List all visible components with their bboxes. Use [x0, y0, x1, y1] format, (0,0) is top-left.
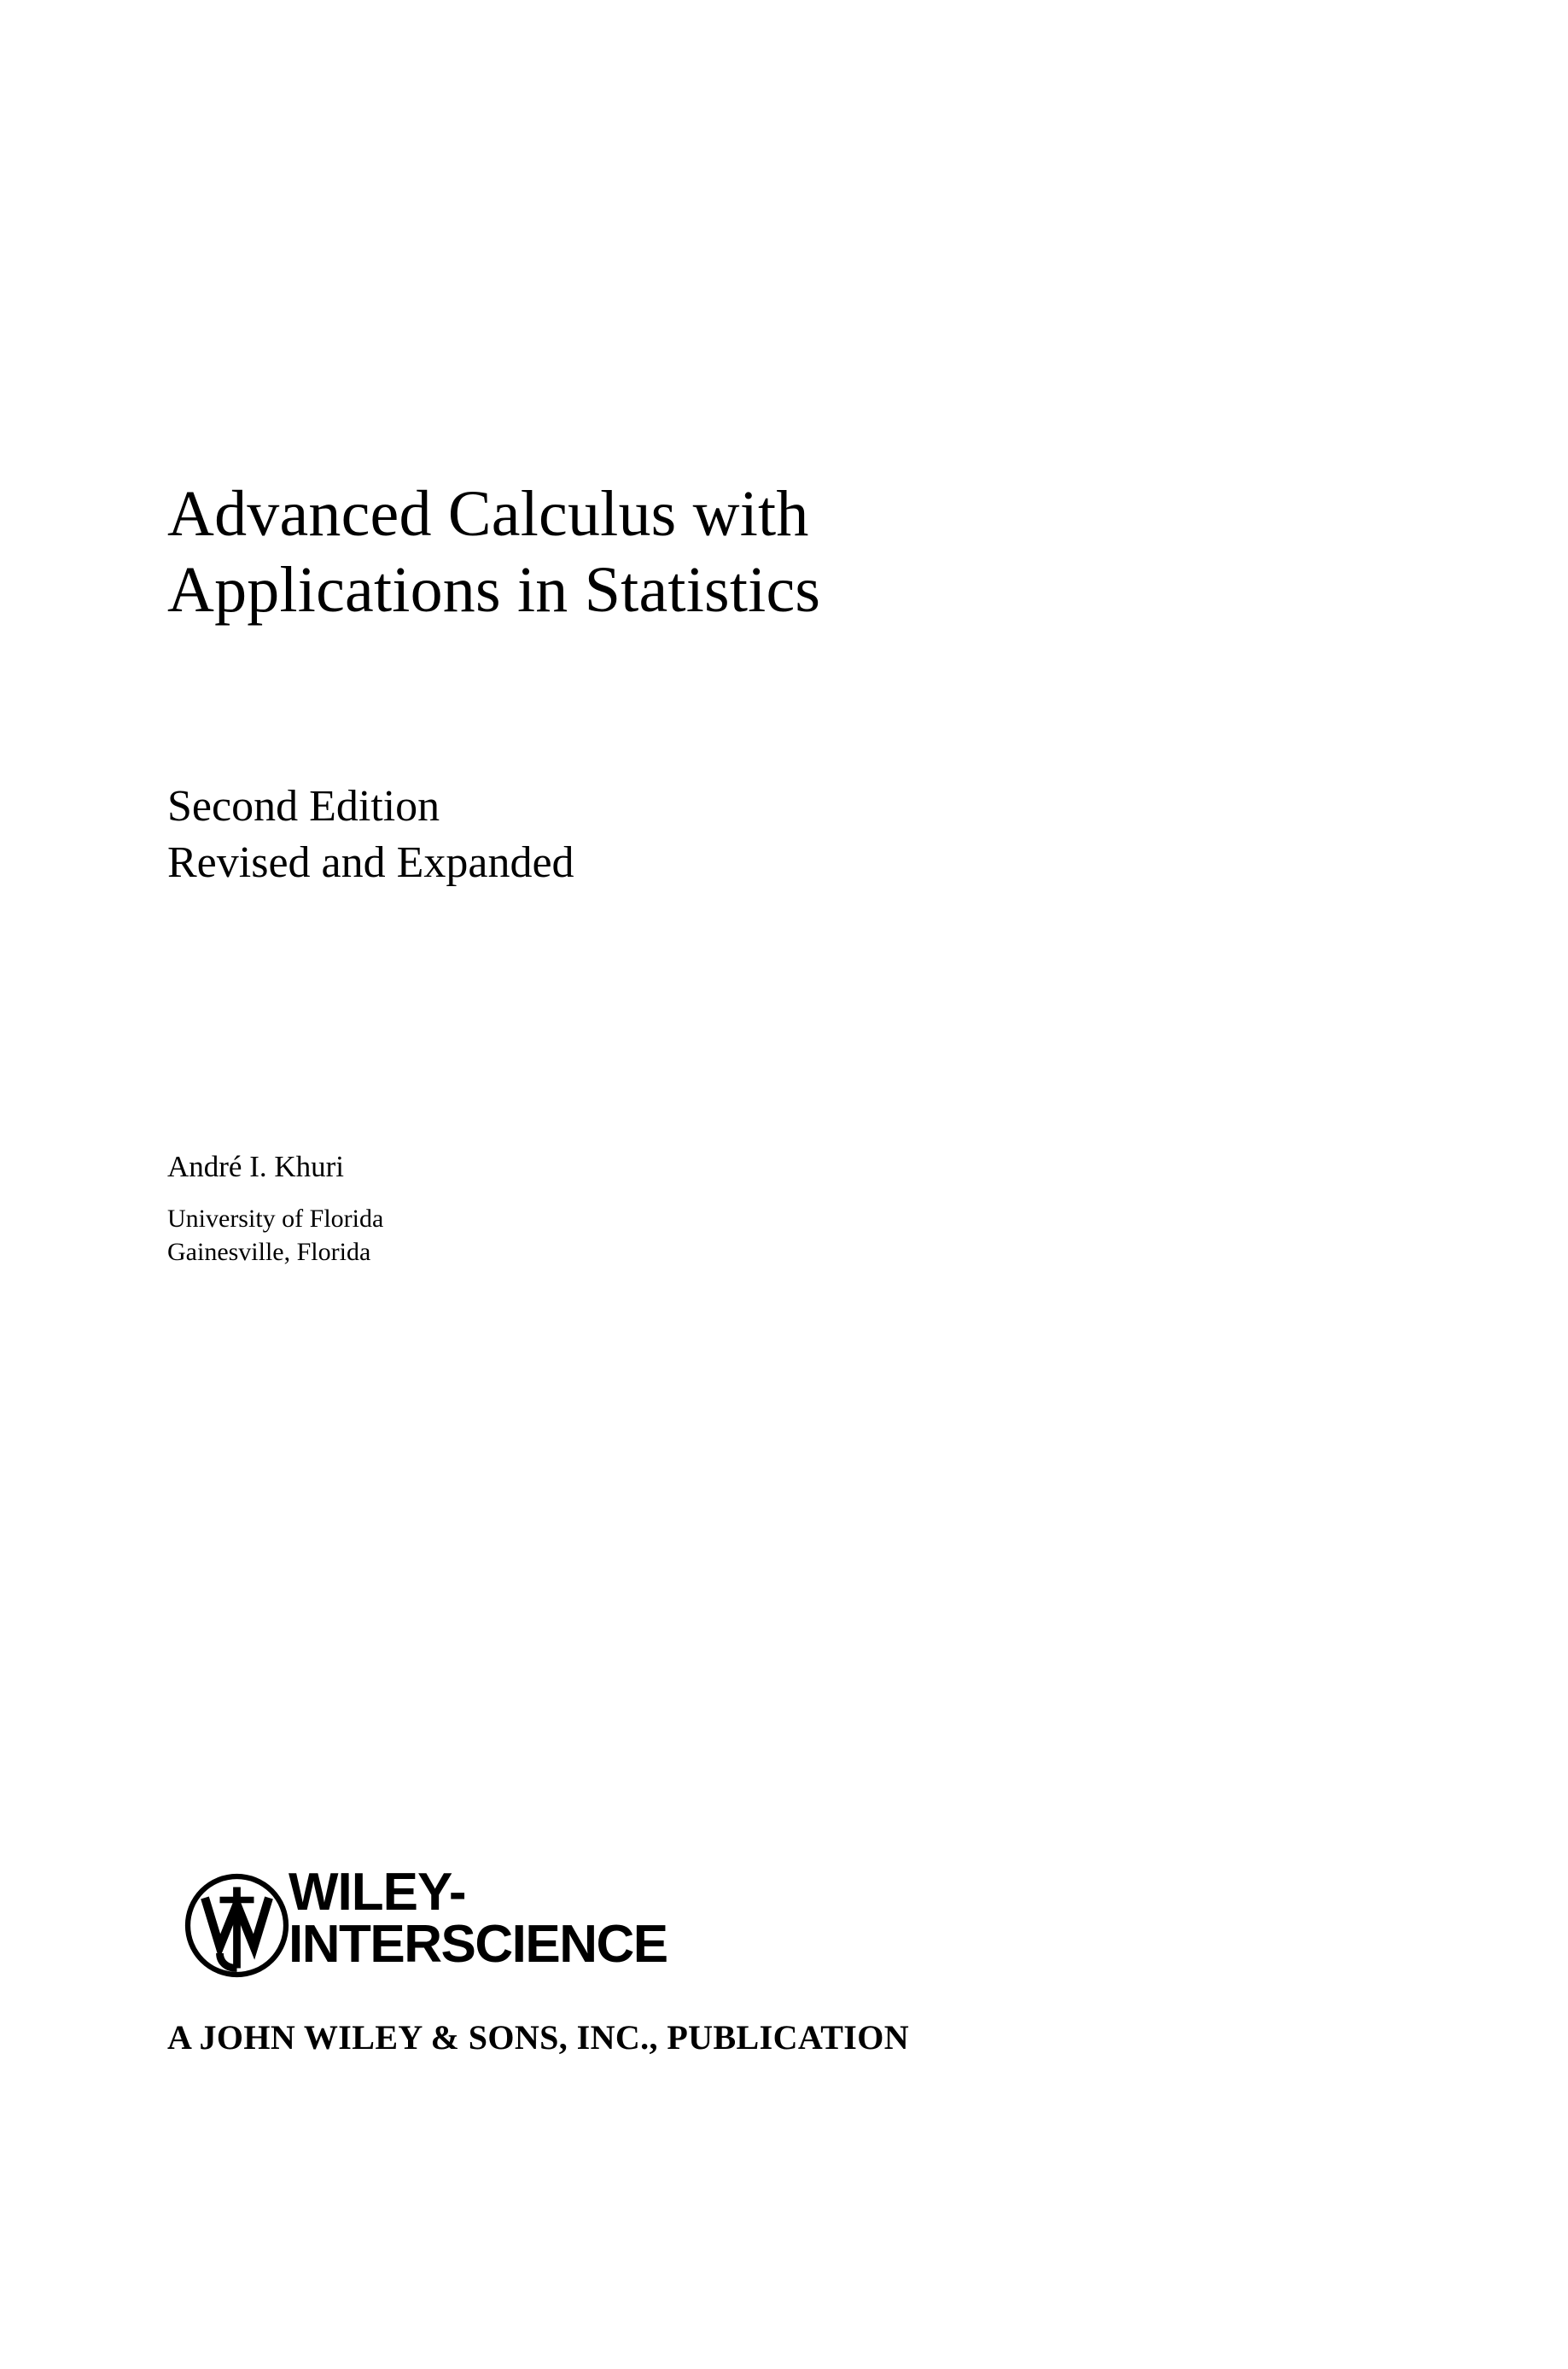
publisher-info — [167, 1863, 1277, 2057]
edition-info — [167, 779, 1192, 891]
title-line-2: Applications in Statistics — [167, 553, 821, 626]
book-title — [167, 476, 1192, 628]
affiliation-line-1: University of Florida — [167, 1204, 384, 1233]
author-info — [167, 1147, 1021, 1269]
wiley-logo — [167, 1865, 1277, 2002]
imprint-line: A JOHN WILEY & SONS, INC., PUBLICATION — [167, 2018, 910, 2057]
affiliation-line-2: Gainesville, Florida — [167, 1238, 371, 1267]
wiley-logo-line-2: INTERSCIENCE — [289, 1914, 667, 1974]
title-line-1: Advanced Calculus with — [167, 478, 809, 550]
edition-line-2: Revised and Expanded — [167, 838, 574, 888]
wiley-logo-icon — [184, 1872, 290, 1979]
author-name: André I. Khuri — [167, 1150, 345, 1183]
wiley-logo-wordmark — [289, 1863, 667, 1974]
edition-line-1: Second Edition — [167, 782, 440, 831]
wiley-logo-line-1: WILEY- — [289, 1863, 466, 1922]
